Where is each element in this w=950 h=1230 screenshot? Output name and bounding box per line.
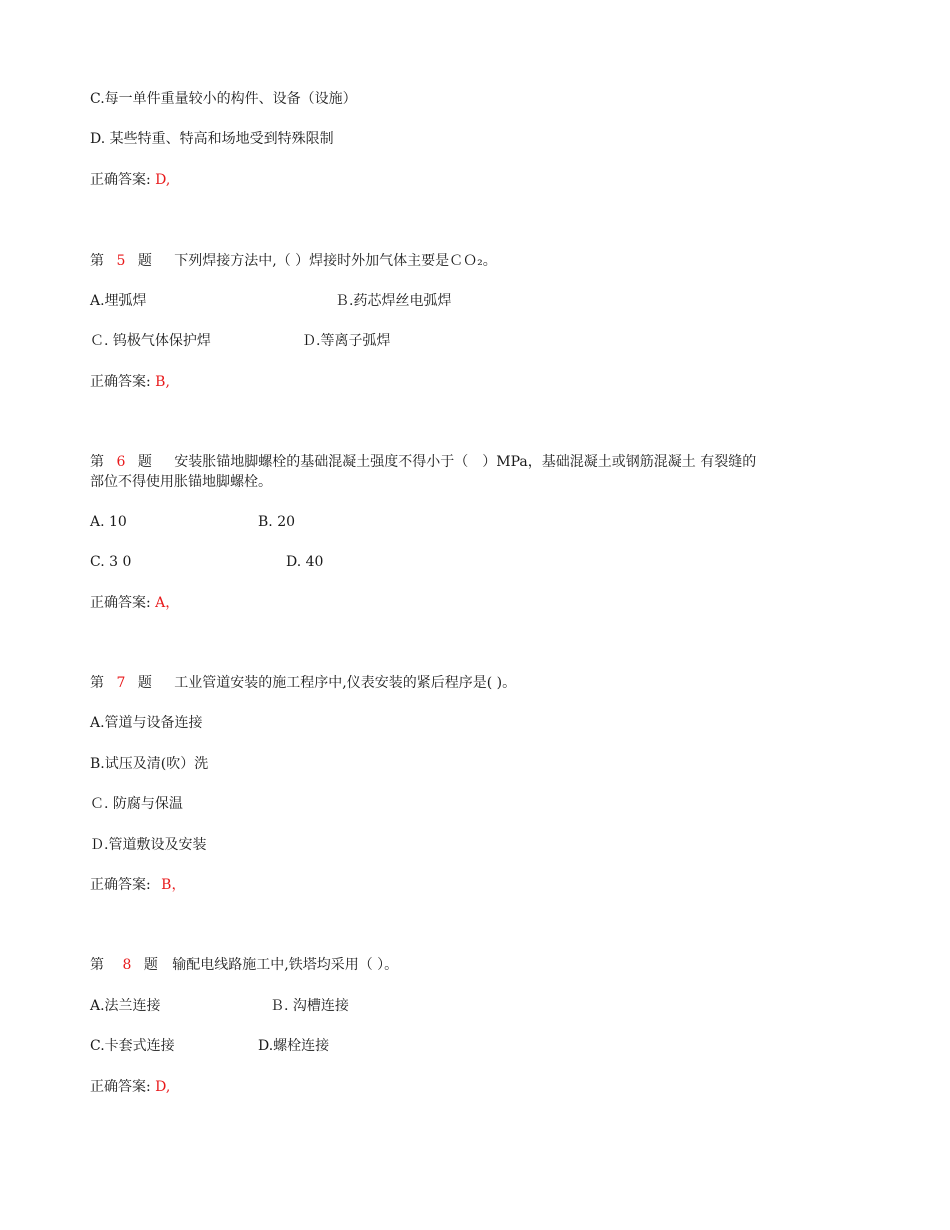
q6-stem-line2: 部位不得使用胀锚地脚螺栓。 — [90, 474, 272, 490]
question-prefix: 第 — [90, 675, 104, 691]
answer-value: A， — [155, 595, 180, 611]
q7-option-a: A.管道与设备连接 — [90, 715, 203, 731]
q8-option-a: A.法兰连接 — [90, 998, 161, 1014]
q5-option-d: Ｄ.等离子弧焊 — [302, 333, 391, 349]
question-suffix: 题 — [137, 675, 152, 691]
q7-option-b: B.试压及清(吹）洗 — [90, 756, 209, 772]
q6-option-a: A. 10 — [90, 514, 127, 530]
question-prefix: 第 — [90, 957, 104, 973]
question-number: 5 — [116, 253, 126, 269]
q4-option-c: C.每一单件重量较小的构件、设备（设施） — [90, 91, 357, 107]
q6-option-b: B. 20 — [258, 514, 296, 530]
q4-option-d: D. 某些特重、特高和场地受到特殊限制 — [90, 131, 334, 147]
question-text: 安装胀锚地脚螺栓的基础混凝土强度不得小于（ ）MPa，基础混凝土或钢筋混凝土 有裂缝的 — [174, 454, 757, 470]
question-number: 7 — [116, 675, 126, 691]
answer-value: B， — [161, 877, 186, 893]
question-suffix: 题 — [137, 454, 152, 470]
answer-value: B, — [155, 374, 170, 390]
answer-label: 正确答案: — [90, 595, 151, 611]
q7-option-c: Ｃ. 防腐与保温 — [90, 796, 183, 812]
q6-option-c: C. 3 0 — [90, 554, 132, 570]
q5-option-a: A.埋弧焊 — [90, 293, 147, 309]
answer-value: D, — [155, 172, 171, 188]
question-number: 8 — [122, 957, 132, 973]
question-number: 6 — [116, 454, 126, 470]
q8-option-d: D.螺栓连接 — [258, 1038, 330, 1054]
answer-label: 正确答案: — [90, 1079, 151, 1095]
q8-answer — [90, 1077, 170, 1097]
q5-answer — [90, 372, 170, 392]
q5-stem — [90, 251, 497, 271]
q7-option-d: Ｄ.管道敷设及安装 — [90, 837, 207, 853]
question-text: 下列焊接方法中,（ ）焊接时外加气体主要是ＣＯ₂。 — [174, 253, 497, 269]
q6-answer — [90, 593, 179, 613]
answer-value: D, — [155, 1079, 171, 1095]
answer-label: 正确答案: — [90, 374, 151, 390]
question-text: 工业管道安装的施工程序中,仪表安装的紧后程序是( )。 — [174, 675, 517, 691]
question-suffix: 题 — [137, 253, 152, 269]
q8-option-c: C.卡套式连接 — [90, 1038, 175, 1054]
question-text: 输配电线路施工中,铁塔均采用（ ）。 — [172, 957, 399, 973]
q8-stem — [90, 955, 398, 975]
question-suffix: 题 — [143, 957, 158, 973]
answer-label: 正确答案: — [90, 877, 151, 893]
q6-option-d: D. 40 — [286, 554, 324, 570]
q8-option-b: Ｂ. 沟槽连接 — [270, 998, 349, 1014]
q5-option-b: Ｂ.药芯焊丝电弧焊 — [335, 293, 452, 309]
q5-option-c: Ｃ. 钨极气体保护焊 — [90, 333, 211, 349]
question-prefix: 第 — [90, 253, 104, 269]
q6-stem-line1 — [90, 452, 756, 472]
q7-answer — [90, 875, 185, 895]
answer-label: 正确答案: — [90, 172, 151, 188]
q4-answer — [90, 170, 170, 190]
q7-stem — [90, 673, 516, 693]
question-prefix: 第 — [90, 454, 104, 470]
